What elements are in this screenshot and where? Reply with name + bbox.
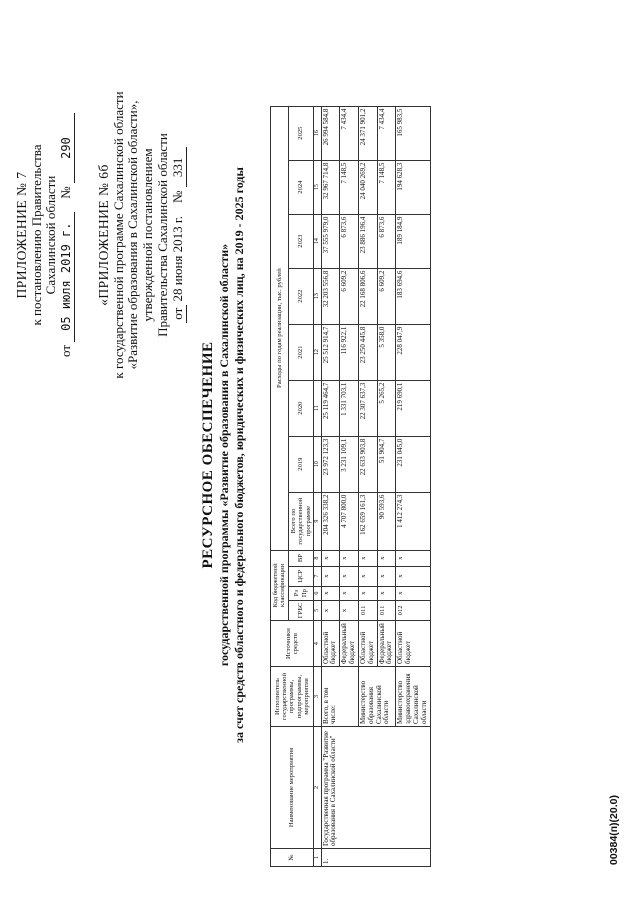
header-event: Наименование мероприятия: [271, 727, 314, 849]
row-rz: x: [396, 586, 430, 600]
cell-2020: 219 690,1: [396, 380, 430, 436]
cell-2019: 51 904,7: [377, 436, 396, 492]
column-number: 3: [313, 667, 321, 727]
row-grbs: x: [340, 600, 359, 621]
row-csr: x: [377, 566, 396, 586]
cell-total: 204 326 338,2: [321, 492, 340, 550]
row-vr: x: [340, 550, 359, 566]
number-label: №: [170, 190, 186, 203]
cell-2023: 6 873,6: [340, 214, 359, 268]
cell-2021: 25 512 914,7: [321, 324, 340, 380]
appendix-7-resolution: к постановлению Правительства: [28, 144, 44, 326]
cell-2024: 7 148,5: [377, 160, 396, 214]
cell-2021: 116 922,1: [340, 324, 359, 380]
header-year: 2023: [288, 214, 313, 268]
row-vr: x: [396, 550, 430, 566]
document-code: 00384(п)(20.0): [608, 795, 620, 865]
column-number: 4: [313, 621, 321, 667]
header-year: 2024: [288, 160, 313, 214]
header-year: 2025: [288, 106, 313, 160]
row-source: Областной бюджет: [321, 621, 340, 667]
cell-2022: 6 609,2: [340, 268, 359, 324]
title-line-1: РЕСУРСНОЕ ОБЕСПЕЧЕНИЕ: [200, 341, 216, 569]
header-year: 2021: [288, 324, 313, 380]
cell-2023: 37 555 979,0: [321, 214, 340, 268]
cell-2023: 189 184,9: [396, 214, 430, 268]
row-rz: x: [340, 586, 359, 600]
row-executor: Министерство здравоохранения Сахалинской области: [396, 667, 430, 727]
column-number: 11: [313, 380, 321, 436]
header-rz-pr: Рз Пр: [288, 586, 313, 600]
cell-2023: 6 873,6: [377, 214, 396, 268]
cell-2025: 165 983,5: [396, 106, 430, 160]
row-source: Областной бюджет: [358, 621, 377, 667]
header-budget-class: Код бюджетной классификации: [271, 550, 289, 621]
column-number: 14: [313, 214, 321, 268]
cell-2022: 22 168 806,6: [358, 268, 377, 324]
header-vr: ВР: [288, 550, 313, 566]
appendix-6b-line1: к государственной программе Сахалинской области: [110, 91, 126, 379]
row-event: Государственная программа "Развитие образования в Сахалинской области": [321, 727, 430, 849]
title-line-3: за счет средств областного и федерального бюджетов, юридических и физических лиц, на 2019 - 2025 годы: [232, 167, 246, 743]
header-expenses: Расходы по годам реализации, тыс. рублей: [271, 106, 289, 550]
number-label: №: [58, 186, 74, 199]
row-csr: x: [358, 566, 377, 586]
from-label: от: [171, 305, 187, 323]
cell-2024: 24 040 269,2: [358, 160, 377, 214]
appendix-7-region: Сахалинской области: [43, 175, 59, 295]
cell-2019: 22 633 903,8: [358, 436, 377, 492]
column-number: 8: [313, 550, 321, 566]
header-year: 2020: [288, 380, 313, 436]
appendix-6b-line4: Правительства Сахалинской области: [155, 133, 171, 337]
appendix-6b-title: «ПРИЛОЖЕНИЕ № 6б: [96, 164, 111, 306]
header-year: 2019: [288, 436, 313, 492]
row-rz: x: [321, 586, 340, 600]
column-number: 6: [313, 586, 321, 600]
row-csr: x: [396, 566, 430, 586]
column-number: 10: [313, 436, 321, 492]
column-number-row: [313, 106, 321, 866]
cell-total: 162 659 161,3: [358, 492, 377, 550]
column-number: 2: [313, 727, 321, 849]
cell-2022: 183 694,6: [396, 268, 430, 324]
cell-2022: 6 609,2: [377, 268, 396, 324]
column-number: 9: [313, 492, 321, 550]
cell-2020: 5 265,2: [377, 380, 396, 436]
document-title: [200, 45, 247, 865]
cell-2024: 194 628,3: [396, 160, 430, 214]
header-grbs: ГРБС: [288, 600, 313, 621]
handwritten-number: 290: [60, 113, 75, 183]
appendix-7-title: ПРИЛОЖЕНИЕ № 7: [14, 171, 29, 299]
row-source: Федеральный бюджет: [340, 621, 359, 667]
row-vr: x: [321, 550, 340, 566]
cell-2020: 25 119 464,7: [321, 380, 340, 436]
cell-2021: 23 250 445,8: [358, 324, 377, 380]
row-source: Федеральный бюджет: [377, 621, 396, 667]
header-num: №: [271, 849, 314, 867]
row-csr: x: [321, 566, 340, 586]
appendix-6b-date: 28 июня 2013 г.: [170, 215, 186, 302]
table-row: [321, 106, 340, 866]
appendix-7-date-line: [59, 25, 75, 445]
cell-total: 4 707 800,0: [340, 492, 359, 550]
header-executor: Исполнитель государственной программы, подпрограммы, мероприятия: [271, 667, 314, 727]
column-number: 16: [313, 106, 321, 160]
title-line-2: государственной программы «Развитие образования в Сахалинской области»: [217, 243, 231, 667]
cell-2024: 32 967 714,8: [321, 160, 340, 214]
cell-2020: 22 307 637,3: [358, 380, 377, 436]
cell-2021: 228 047,9: [396, 324, 430, 380]
column-number: 13: [313, 268, 321, 324]
row-vr: x: [377, 550, 396, 566]
header-year: 2022: [288, 268, 313, 324]
cell-2020: 1 331 703,1: [340, 380, 359, 436]
cell-2019: 23 972 123,3: [321, 436, 340, 492]
from-label: от: [58, 344, 74, 357]
cell-2022: 32 203 556,8: [321, 268, 340, 324]
header-total: Всего по государственной программе: [288, 492, 313, 550]
row-grbs: 011: [377, 600, 396, 621]
row-csr: x: [340, 566, 359, 586]
cell-2019: 231 045,0: [396, 436, 430, 492]
column-number: 5: [313, 600, 321, 621]
table-header-row: [271, 106, 289, 866]
column-number: 15: [313, 160, 321, 214]
handwritten-date: 05 июля 2019 г.: [60, 212, 75, 342]
appendix-6b-number: 331: [171, 147, 187, 187]
cell-total: 1 412 274,3: [396, 492, 430, 550]
row-grbs: 012: [396, 600, 430, 621]
row-source: Областной бюджет: [396, 621, 430, 667]
row-executor: Всего, в том числе:: [321, 667, 358, 727]
row-executor: Министерство образования Сахалинской области: [358, 667, 395, 727]
resource-table: [270, 106, 431, 867]
cell-2021: 5 358,0: [377, 324, 396, 380]
row-grbs: 011: [358, 600, 377, 621]
column-number: 7: [313, 566, 321, 586]
row-rz: x: [358, 586, 377, 600]
cell-2025: 7 434,4: [340, 106, 359, 160]
cell-2024: 7 148,5: [340, 160, 359, 214]
row-grbs: x: [321, 600, 340, 621]
appendix-6b-line3: утвержденной постановлением: [140, 148, 156, 322]
cell-2019: 3 231 109,1: [340, 436, 359, 492]
appendix-6b-block: [96, 25, 187, 445]
appendix-6b-line2: «Развитие образования в Сахалинской области»,: [125, 100, 141, 370]
row-num: 1.: [321, 849, 430, 867]
appendix-7-block: [14, 25, 75, 445]
header-csr: ЦСР: [288, 566, 313, 586]
cell-2025: 24 371 901,2: [358, 106, 377, 160]
cell-total: 90 593,6: [377, 492, 396, 550]
cell-2025: 7 434,4: [377, 106, 396, 160]
column-number: 1: [313, 849, 321, 867]
row-vr: x: [358, 550, 377, 566]
column-number: 12: [313, 324, 321, 380]
appendix-6b-date-line: [171, 25, 187, 445]
cell-2025: 26 994 584,8: [321, 106, 340, 160]
row-rz: x: [377, 586, 396, 600]
header-source: Источники средств: [271, 621, 314, 667]
cell-2023: 23 886 196,4: [358, 214, 377, 268]
